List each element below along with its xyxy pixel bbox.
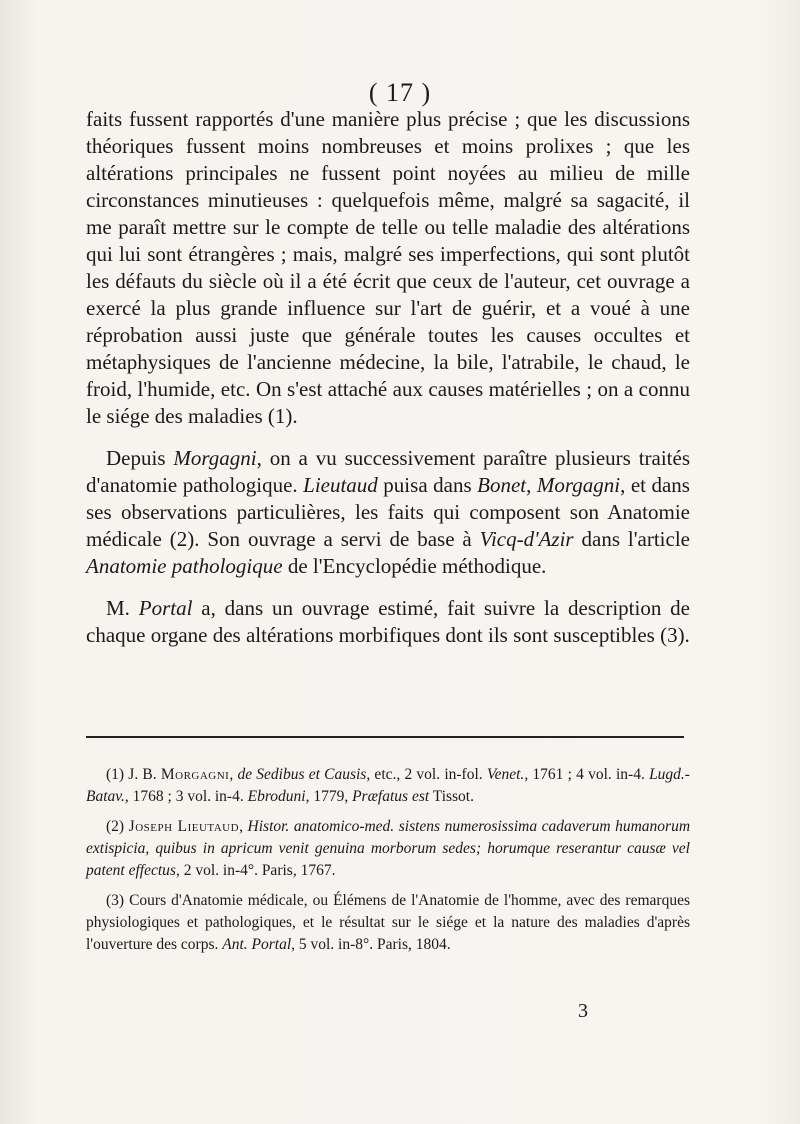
text-span: , et dans ses observations particulières, les faits qui composent son Anatomie médicale (2). Son ouvrage a servi de base à xyxy=(86,473,690,551)
text-span: (2) xyxy=(106,818,129,835)
footnote-divider xyxy=(86,736,684,738)
author-name: Joseph Lieutaud xyxy=(128,818,240,835)
text-span: faits fussent rapportés d'une manière plus précise ; que les discussions théoriques fussent moins nombreuses et moins prolixes ; que les altérations principales ne fussent point noyées au milieu de mille circonstances minutieuses : quelquefois même, malgré sa sagacité, il me paraît mettre sur le compte de telle ou telle maladie des altérations qui lui sont étrangères ; mais, malgré ses imperfections, qui sont plutôt les défauts du siècle où il a été écrit que ceux de l'auteur, cet ouvrage a exercé la plus grande influence sur l'art de guérir, et a voué à une réprobation aussi juste que générale toutes les causes occultes et métaphysiques de l'ancienne médecine, la bile, l'atrabile, le chaud, le froid, l'humide, etc. On s'est attaché aux causes matérielles ; on a connu le siége des maladies (1). xyxy=(86,107,690,428)
text-span: Depuis xyxy=(106,446,174,470)
footnote xyxy=(86,890,690,956)
italic-span: Lieutaud xyxy=(303,473,378,497)
italic-span: Lugd.-Batav. xyxy=(86,766,690,805)
author-name: Morgagni xyxy=(160,766,230,783)
text-span: Tissot. xyxy=(429,788,474,805)
text-span: dans l'article xyxy=(573,527,690,551)
text-span: , 1779, xyxy=(305,788,353,805)
footnote xyxy=(86,764,690,808)
text-span: (3) Cours d'Anatomie médicale, ou Élémens de l'Anatomie de l'homme, avec des remarques physiologiques et pathologiques, et le résultat sur le siége et la nature des maladies d'après l'ouverture des corps. xyxy=(86,892,690,953)
italic-span: Histor. anatomico-med. sistens numerosissima cadaverum humanorum extispicia, quibus in apricum venit genuina morborum sedes; horumque reserantur causæ vel patent effectus xyxy=(86,818,691,879)
text-span: , 2 vol. in-4°. Paris, 1767. xyxy=(175,862,336,879)
text-span: M. xyxy=(106,596,139,620)
italic-span: Ant. Portal xyxy=(222,936,292,953)
text-span: (1) J. B. xyxy=(106,766,161,783)
italic-span: Præfatus est xyxy=(352,788,430,805)
italic-span: Bonet xyxy=(477,473,527,497)
italic-span: Morgagni xyxy=(536,473,621,497)
body-text xyxy=(86,106,690,649)
italic-span: de Sedibus et Causis xyxy=(237,766,367,783)
italic-span: Vicq-d'Azir xyxy=(479,527,574,551)
italic-span: Ebroduni xyxy=(247,788,306,805)
italic-span: Venet. xyxy=(486,766,525,783)
text-span: a, dans un ouvrage estimé, fait suivre la description de chaque organe des altérations morbifiques dont ils sont susceptibles (3). xyxy=(86,596,690,647)
text-span: , xyxy=(229,766,238,783)
text-span: , on a vu successivement paraître plusieurs traités d'anatomie pathologique. xyxy=(86,446,691,497)
text-span: , etc., 2 vol. in-fol. xyxy=(366,766,487,783)
text-span: , xyxy=(526,473,537,497)
signature-mark: 3 xyxy=(578,1000,588,1022)
text-span: puisa dans xyxy=(377,473,478,497)
footnotes xyxy=(86,764,690,964)
italic-span: Portal xyxy=(138,596,193,620)
text-span: de l'Encyclopédie méthodique. xyxy=(282,554,547,578)
footnote xyxy=(86,816,690,882)
text-span: , xyxy=(239,818,248,835)
page-number: ( 17 ) xyxy=(368,78,432,107)
paragraph xyxy=(86,445,690,580)
text-span: , 1768 ; 3 vol. in-4. xyxy=(124,788,248,805)
paragraph xyxy=(86,106,690,430)
paragraph xyxy=(86,595,690,649)
italic-span: Morgagni xyxy=(173,446,257,470)
text-span: , 5 vol. in-8°. Paris, 1804. xyxy=(291,936,451,953)
text-span: , 1761 ; 4 vol. in-4. xyxy=(524,766,650,783)
italic-span: Anatomie pathologique xyxy=(86,554,283,578)
